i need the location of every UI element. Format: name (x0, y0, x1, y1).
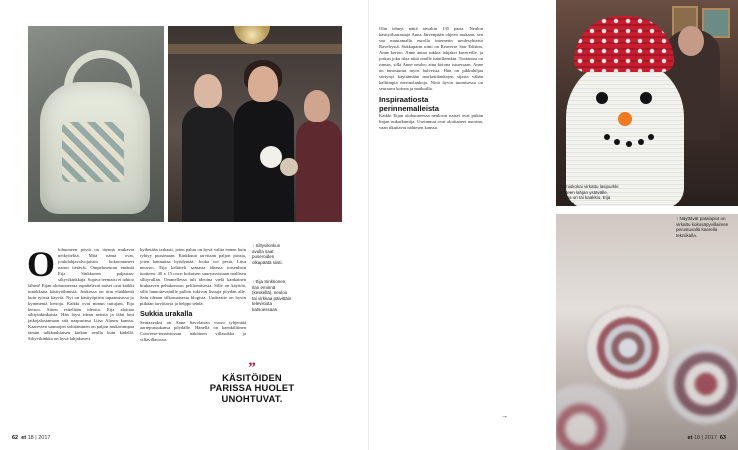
pull-quote: KÄSITÖIDEN PARISSA HUOLET UNOHTUVAT. (209, 372, 295, 404)
photo-caption (252, 279, 292, 313)
photo-sewn-bag (28, 26, 164, 222)
article-column-3 (379, 26, 483, 131)
caption-arrow-icon: ↑ (676, 216, 679, 221)
snowman-mouth (638, 139, 644, 145)
snowman-eye (596, 92, 608, 104)
caption-text: Näyttävät patalapiut on virkattu kokosäpyvillaimen perustuvalla kaarella tekniikalla. (676, 216, 729, 238)
page-number: 63 (719, 435, 726, 441)
woman-right-head (304, 90, 330, 122)
issue-label: 18 | 2017 (27, 435, 51, 441)
snowman-hat-pattern (574, 16, 674, 72)
photo-knitting-group (168, 26, 342, 222)
yarn-ball (280, 158, 298, 176)
woman-left-head (194, 74, 222, 108)
photo-caption (252, 243, 292, 265)
caption-arrow-icon: ↑ (252, 243, 255, 248)
snowman-mouth (614, 139, 620, 145)
subhead-inspiraatiosta: Inspiraatiosta perinnemalleista (379, 95, 439, 114)
snowman-eye (640, 92, 652, 104)
photo-potholders (556, 214, 738, 450)
yarn-ball (260, 146, 282, 168)
potholder (556, 384, 626, 450)
bag-print (62, 122, 124, 182)
column-text: kytketään tarkasti, joten paluu on hyvä valita ennen kuin ryhtyy pussimaan. Kinkkuun tarvitaan paljon pussia, joten kannattaa hyödyntää. Jouka voi pestä, Liisa neuvoo. Eija kehitteli samasta ideasta toisenlisin tuotteen: 40 x 15 cm:n kokoisen suuryasvistaan mallisen siltiyrullan. Ommellessa tuli ideoina vielä kankainen hiukaaven pehukonoon peliliomisesta. Sille on käyttöä, sillä lannoitevataille pullon tukivon lisuuja pöydän alle. Sain ideaan silkomaisesta blogista. Uudeastte on hyvin pitkään tarvittavia ja helppo tehdä. (140, 247, 246, 306)
photo-caption (676, 216, 734, 238)
lamp (234, 26, 270, 44)
issue-label: 18 | 2017 (693, 435, 717, 441)
column-text: Olin tehnyt näitä aiwakin 135 paria. Neulon käsityöharrastaja Anna Järvenpään ohjeen mukaan, sen saa muutamalla eurolla internetin neulesyhteisö Ravelrystä. Sukkaparin nimi on Reaverse Star Edition, Anne kertoo. Anne antaa sukkia lahjaksi kavereille, ja joskus joku tilaa niitä omille tutuilleenkin. Tuotantoa on runsas, sillä Anne neuloo aina kotona istuessaan. Anne on innostunut myös hulveista. Hän on pikkuhiljaa siirtynyt käyttämään markettilankojen sijasta vähän kalliimpia merinolankoja. Niitä hyvin tuomisessa on seuraava kotona ja matkoilla. (379, 26, 483, 91)
magazine-logo: et (687, 435, 693, 441)
photo-snowman-jar (556, 0, 738, 206)
column-text: lohuoneen pöytä on täynnä mukavia neikyitelitä. Mitä nämä ovat, joululahjavalvojaisiin kokoontuneet naiset tietävät. Ompeluseuran emäntä Eija Sinkkonen paljastaa: siltyvikinkkaja. Sopiva teemaisi ei tahtoo lähteä! Eijan olohuoneessa rupattelevat naiset ovat kaikki innokkaita käsityöihmisiä. Joukossa on niin elääkkeitä kuin työssä käyviä. Nyt on käsityöpiirin tapaamisissa jo kymmeniä kertoja. Kaikki ovat minun tuttujani, Eija kertoo. Sitten esitellään ideoita. Eija aloittaa siltiyinkinkaista. Hän löysi idean netistä ja lähti heti jatkojalostamaan sitä naapurinsa Liisa Alasen kanssa. Kaarevien saumojen solttiäminen on paljon mukavampaa tämän tulkkauhiaisen kinkun avulla kuin kädellä. Siltyvikinkka on hyvä lahjakaveri. (28, 247, 134, 342)
page-number: 62 (12, 435, 19, 441)
snowman-mouth (626, 141, 632, 147)
woman-right (296, 120, 342, 222)
potholder (666, 344, 738, 424)
magazine-logo: et (21, 435, 27, 441)
footer-left (12, 435, 50, 441)
background-person-face (678, 26, 704, 56)
continue-arrow-icon: → (501, 413, 508, 420)
caption-arrow-icon: ↑ (252, 279, 255, 284)
caption-text: Eija Sinkkonen, Ilan eminnä (keskellä), neuloo tai virkkaa päivittäin televisiota katsoessaan. (252, 279, 292, 312)
snowman-mouth (604, 134, 610, 140)
photo-caption: Lumiukokai virkattu lasipurkki kätteen lahjan ystävälle. Pipaa on tai kaakkio, Eija virkkaa. (560, 184, 619, 206)
potholder (586, 306, 670, 390)
article-column-1 (27, 244, 134, 342)
footer-right (688, 435, 726, 441)
subhead-sukkia: Sukkia urakalla (140, 308, 193, 318)
shelf (168, 44, 342, 54)
quote-mark-icon: ” (248, 360, 256, 376)
dropcap: O (27, 244, 56, 284)
woman-center-head (248, 66, 278, 102)
article-column-2 (140, 247, 246, 343)
column-text: Kaikki Eijan olohuoneessa neulovat naiset ovat pitkän linjan nukarkumija. Useimmat ovat aloittaneet nuorina, vaan tikuttavat nähtesen kanssa. (379, 113, 483, 131)
snowman-mouth (648, 134, 654, 140)
woman-left (182, 106, 234, 222)
caption-text: Siltyvikinkun avulla saat puseroiden olkapäätä siisti. (252, 243, 283, 265)
column-text: Seuraavaksi on Anne Savolaisen vuoro tyhjentää aarrepussukansa pöydälle. Hänellä on kaenkilliinen Converse-tennistossan näköinen villasukka ja villavillatossu. (140, 319, 246, 343)
snowman-nose (618, 112, 632, 126)
